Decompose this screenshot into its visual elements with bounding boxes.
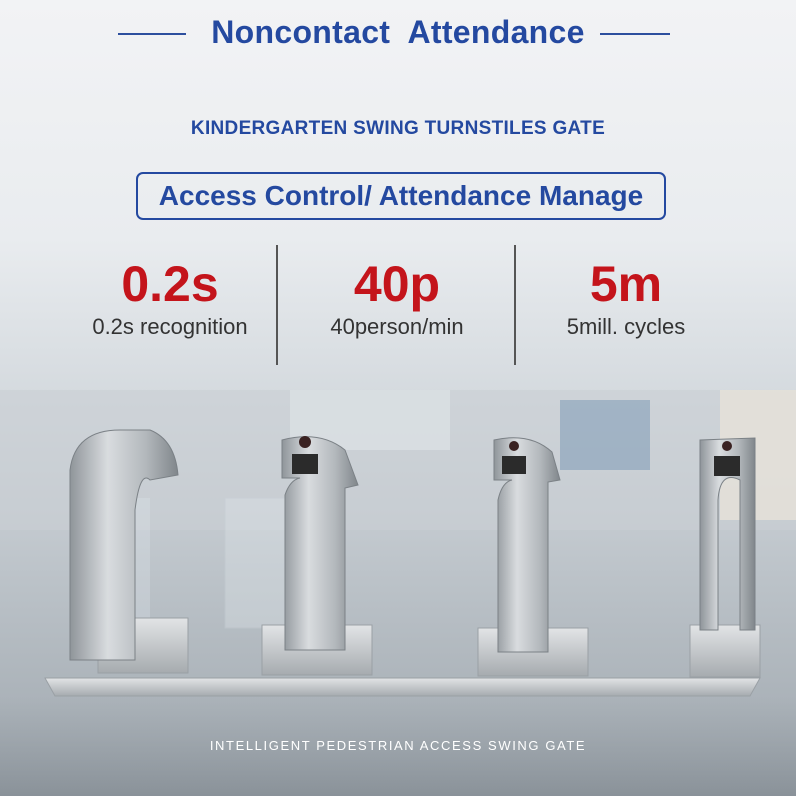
stat-label: 40person/min xyxy=(330,314,464,339)
face-reader-icon xyxy=(292,454,318,474)
page-title: Noncontact Attendance xyxy=(211,14,585,50)
glass-panel xyxy=(225,498,293,628)
footer-caption: INTELLIGENT PEDESTRIAN ACCESS SWING GATE xyxy=(209,738,587,753)
stat-recognition xyxy=(50,255,290,341)
turnstile-gates-illustration xyxy=(0,360,796,796)
floor-plate xyxy=(45,678,760,696)
stat-cycles xyxy=(506,255,746,341)
stat-value: 40p xyxy=(353,256,441,312)
feature-badge: Access Control/ Attendance Manage xyxy=(136,172,666,220)
stat-label: 0.2s recognition xyxy=(92,314,248,339)
camera-icon xyxy=(722,441,732,451)
face-reader-icon xyxy=(502,456,526,474)
stat-label: 5mill. cycles xyxy=(566,314,686,339)
stat-value: 0.2s xyxy=(121,256,219,312)
product-subtitle: KINDERGARTEN SWING TURNSTILES GATE xyxy=(190,118,606,139)
background-screen xyxy=(560,400,650,470)
face-reader-icon xyxy=(714,456,740,476)
camera-icon xyxy=(299,436,311,448)
stat-value: 5m xyxy=(589,256,663,312)
gate-base xyxy=(690,625,760,677)
camera-icon xyxy=(509,441,519,451)
stat-throughput xyxy=(277,255,517,341)
